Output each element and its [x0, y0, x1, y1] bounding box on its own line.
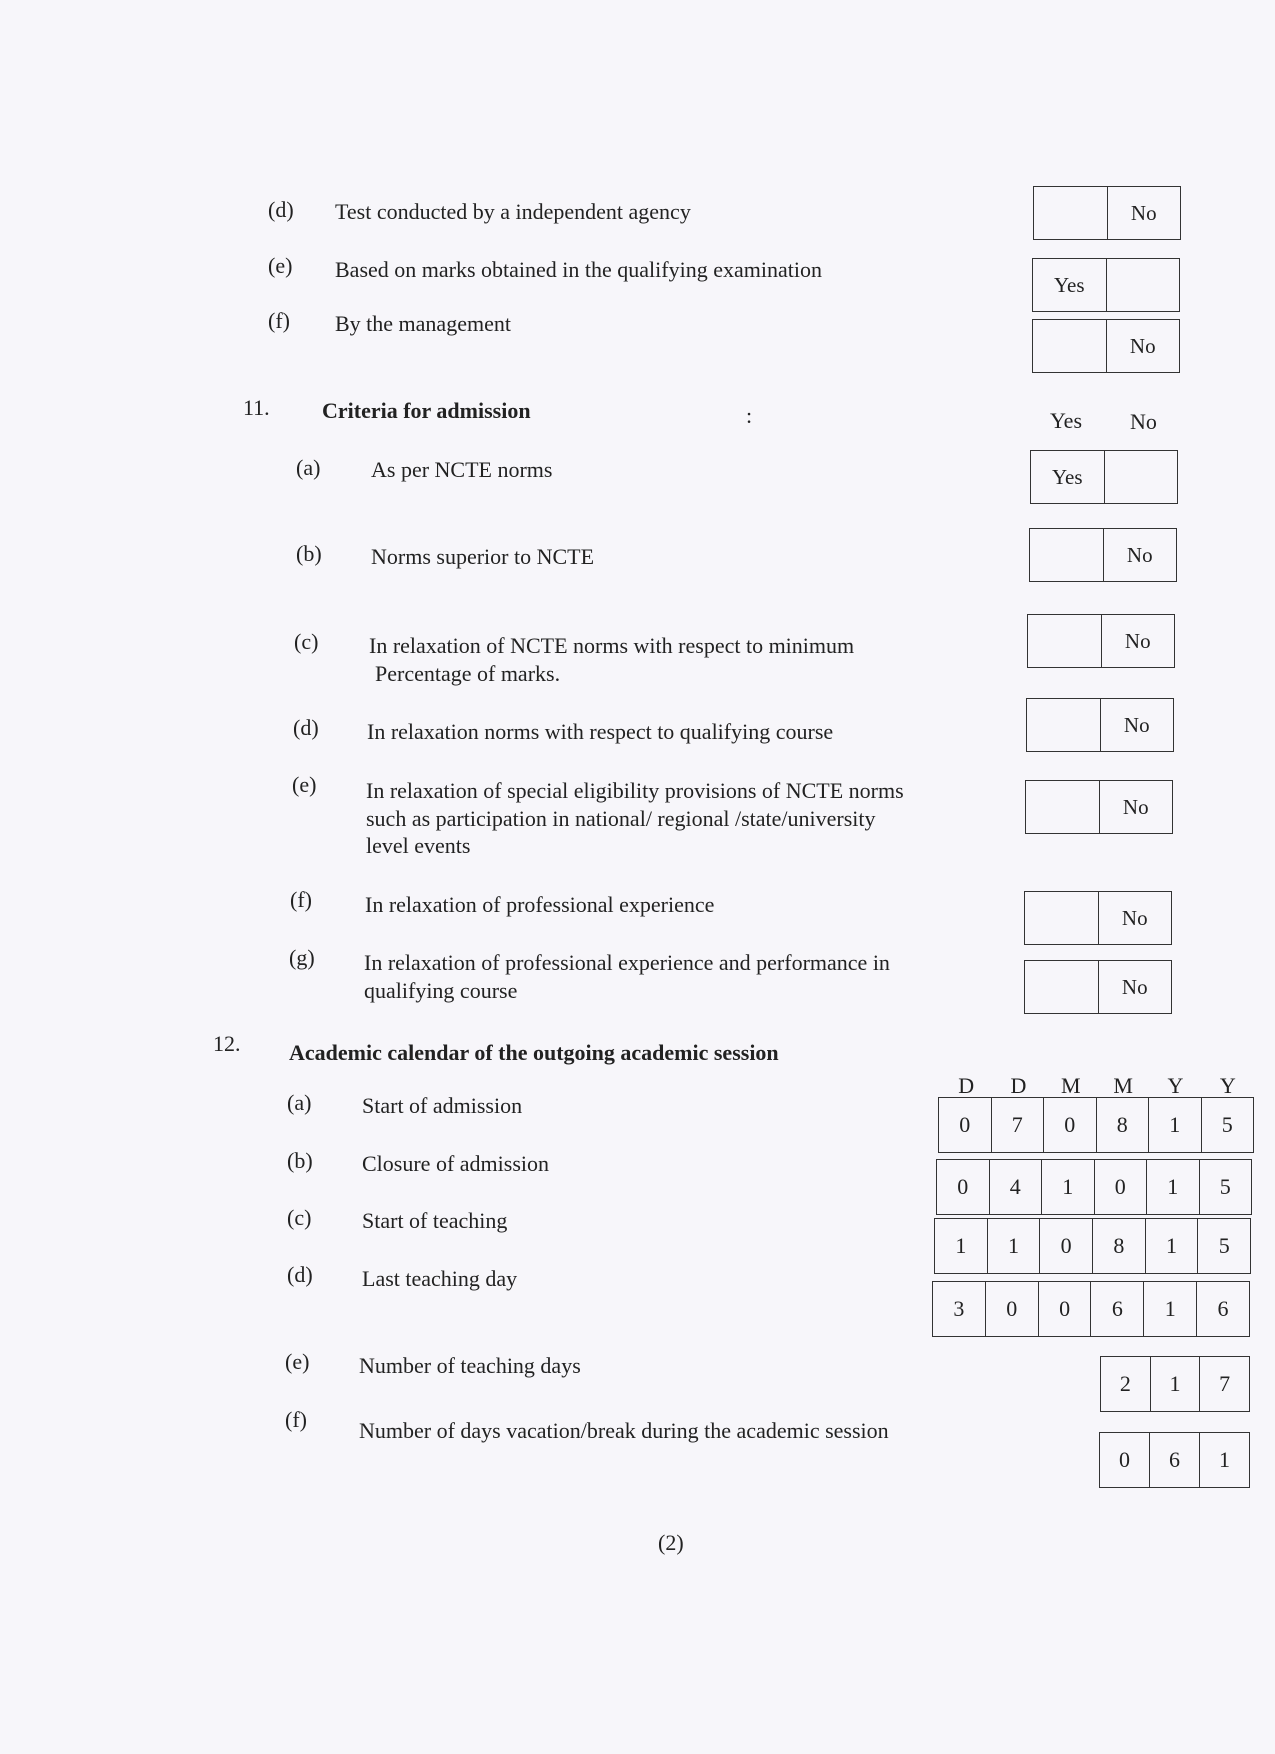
yes-no-box[interactable] [1026, 698, 1174, 752]
yes-no-box[interactable] [1032, 319, 1180, 373]
no-cell[interactable]: No [1101, 615, 1175, 667]
date-digit[interactable]: 0 [959, 1112, 971, 1137]
days-digit[interactable]: 0 [1119, 1447, 1130, 1472]
yes-cell[interactable] [1033, 320, 1106, 372]
section-number: 12. [213, 1031, 241, 1056]
section-title: Criteria for admission [322, 398, 531, 423]
item-text: In relaxation of NCTE norms with respect to minimum [369, 633, 855, 658]
yes-cell[interactable]: Yes [1053, 272, 1085, 297]
date-digit[interactable]: 8 [1092, 1219, 1145, 1273]
days-input-grid[interactable] [1099, 1432, 1250, 1488]
date-digit[interactable]: 0 [1038, 1282, 1091, 1336]
yes-no-box[interactable] [1027, 614, 1175, 668]
date-digit[interactable]: 1 [1148, 1098, 1201, 1152]
date-digit[interactable]: 4 [989, 1160, 1042, 1214]
yes-cell[interactable] [1030, 529, 1103, 581]
date-digit[interactable]: 1 [1145, 1219, 1198, 1273]
item-text: Start of teaching [362, 1208, 508, 1233]
item-text: As per NCTE norms [371, 457, 553, 482]
item-text: Number of days vacation/break during the academic session [359, 1418, 889, 1443]
item-text-line2: qualifying course [364, 978, 518, 1003]
date-digit[interactable]: 1 [1041, 1160, 1094, 1214]
page-number: (2) [658, 1530, 684, 1555]
date-digit[interactable]: 1 [1143, 1282, 1196, 1336]
date-digit[interactable]: 1 [1146, 1160, 1199, 1214]
no-cell[interactable]: No [1103, 529, 1177, 581]
date-digit[interactable]: 5 [1197, 1219, 1250, 1273]
date-digit[interactable]: 1 [987, 1219, 1040, 1273]
date-digit[interactable]: 0 [1094, 1160, 1147, 1214]
days-digit[interactable]: 1 [1150, 1357, 1200, 1411]
yes-no-box[interactable] [1024, 960, 1172, 1014]
yes-cell[interactable]: Yes [1051, 464, 1083, 489]
date-header-cell: Y [1167, 1073, 1184, 1098]
date-input-grid[interactable] [936, 1159, 1252, 1215]
no-cell[interactable]: No [1100, 699, 1174, 751]
item-label: (d) [293, 715, 319, 740]
yes-no-box[interactable] [1030, 450, 1178, 504]
date-digit[interactable]: 6 [1090, 1282, 1143, 1336]
no-cell[interactable]: No [1098, 892, 1172, 944]
yes-no-box[interactable] [1024, 891, 1172, 945]
section-colon: : [746, 403, 753, 428]
item-text-line2: such as participation in national/ regional /state/university [366, 806, 876, 831]
date-digit[interactable]: 0 [1039, 1219, 1092, 1273]
date-digit[interactable]: 5 [1199, 1160, 1252, 1214]
days-digit[interactable]: 7 [1199, 1357, 1249, 1411]
item-label: (f) [268, 308, 290, 333]
item-label: (f) [290, 887, 312, 912]
date-input-grid[interactable] [934, 1218, 1251, 1274]
item-text: Number of teaching days [359, 1353, 581, 1378]
item-text: Last teaching day [362, 1266, 518, 1291]
date-header-cell: D [958, 1073, 975, 1098]
no-cell[interactable]: No [1106, 320, 1180, 372]
yes-no-box[interactable] [1025, 780, 1173, 834]
item-label: (b) [296, 541, 322, 566]
date-header-cell: M [1113, 1073, 1133, 1098]
date-header-cell: M [1061, 1073, 1081, 1098]
item-text: In relaxation of professional experience [365, 892, 715, 917]
item-text: In relaxation norms with respect to qualifying course [367, 719, 834, 744]
item-text: Start of admission [362, 1093, 523, 1118]
item-label: (a) [296, 455, 321, 480]
date-header-cell: D [1010, 1073, 1027, 1098]
date-input-grid[interactable] [932, 1281, 1250, 1337]
no-cell[interactable] [1106, 259, 1180, 311]
item-label: (d) [268, 197, 294, 222]
date-digit[interactable]: 7 [991, 1098, 1044, 1152]
yes-cell[interactable] [1026, 781, 1099, 833]
no-cell[interactable]: No [1098, 961, 1172, 1013]
yes-cell[interactable] [1034, 187, 1107, 239]
days-input-grid[interactable] [1100, 1356, 1250, 1412]
item-text: Based on marks obtained in the qualifying examination [335, 257, 822, 282]
item-label: (e) [268, 253, 293, 278]
item-label: (b) [287, 1148, 313, 1173]
item-text: Norms superior to NCTE [371, 544, 595, 569]
item-label: (c) [294, 629, 319, 654]
item-text: In relaxation of special eligibility provisions of NCTE norms [366, 778, 904, 803]
date-digit[interactable]: 0 [1043, 1098, 1096, 1152]
yes-cell[interactable] [1025, 961, 1098, 1013]
date-digit[interactable]: 0 [985, 1282, 1038, 1336]
date-header-cell: Y [1219, 1073, 1236, 1098]
date-digit[interactable]: 8 [1096, 1098, 1149, 1152]
yes-cell[interactable] [1028, 615, 1101, 667]
no-cell[interactable]: No [1107, 187, 1181, 239]
item-text: Closure of admission [362, 1151, 549, 1176]
days-digit[interactable]: 2 [1119, 1371, 1131, 1396]
item-label: (e) [285, 1349, 310, 1374]
yes-cell[interactable] [1025, 892, 1098, 944]
yes-no-box[interactable] [1029, 528, 1177, 582]
item-text: Test conducted by a independent agency [335, 199, 691, 224]
date-digit[interactable]: 0 [957, 1174, 969, 1199]
item-label: (f) [285, 1407, 307, 1432]
item-label: (d) [287, 1262, 313, 1287]
yes-no-box[interactable] [1032, 258, 1180, 312]
item-label: (a) [287, 1090, 312, 1115]
no-cell[interactable] [1104, 451, 1178, 503]
date-digit[interactable]: 3 [953, 1296, 965, 1321]
item-text: In relaxation of professional experience and performance in [364, 950, 890, 975]
date-input-grid[interactable] [938, 1097, 1254, 1153]
item-label: (e) [292, 772, 317, 797]
yes-no-box[interactable] [1033, 186, 1181, 240]
section-title: Academic calendar of the outgoing academic session [289, 1040, 779, 1065]
column-header-no: No [1130, 409, 1157, 434]
item-label: (g) [289, 945, 315, 970]
yes-cell[interactable] [1027, 699, 1100, 751]
column-header-yes: Yes [1050, 408, 1083, 433]
no-cell[interactable]: No [1099, 781, 1173, 833]
date-format-header [940, 1073, 1254, 1097]
item-text: By the management [335, 311, 511, 336]
date-digit[interactable]: 5 [1201, 1098, 1254, 1152]
date-digit[interactable]: 1 [955, 1233, 967, 1258]
item-text-line3: level events [366, 833, 471, 858]
item-label: (c) [287, 1205, 312, 1230]
item-text-line2: Percentage of marks. [375, 661, 561, 686]
date-digit[interactable]: 6 [1196, 1282, 1249, 1336]
days-digit[interactable]: 6 [1149, 1433, 1199, 1487]
section-number: 11. [243, 395, 270, 420]
days-digit[interactable]: 1 [1199, 1433, 1249, 1487]
